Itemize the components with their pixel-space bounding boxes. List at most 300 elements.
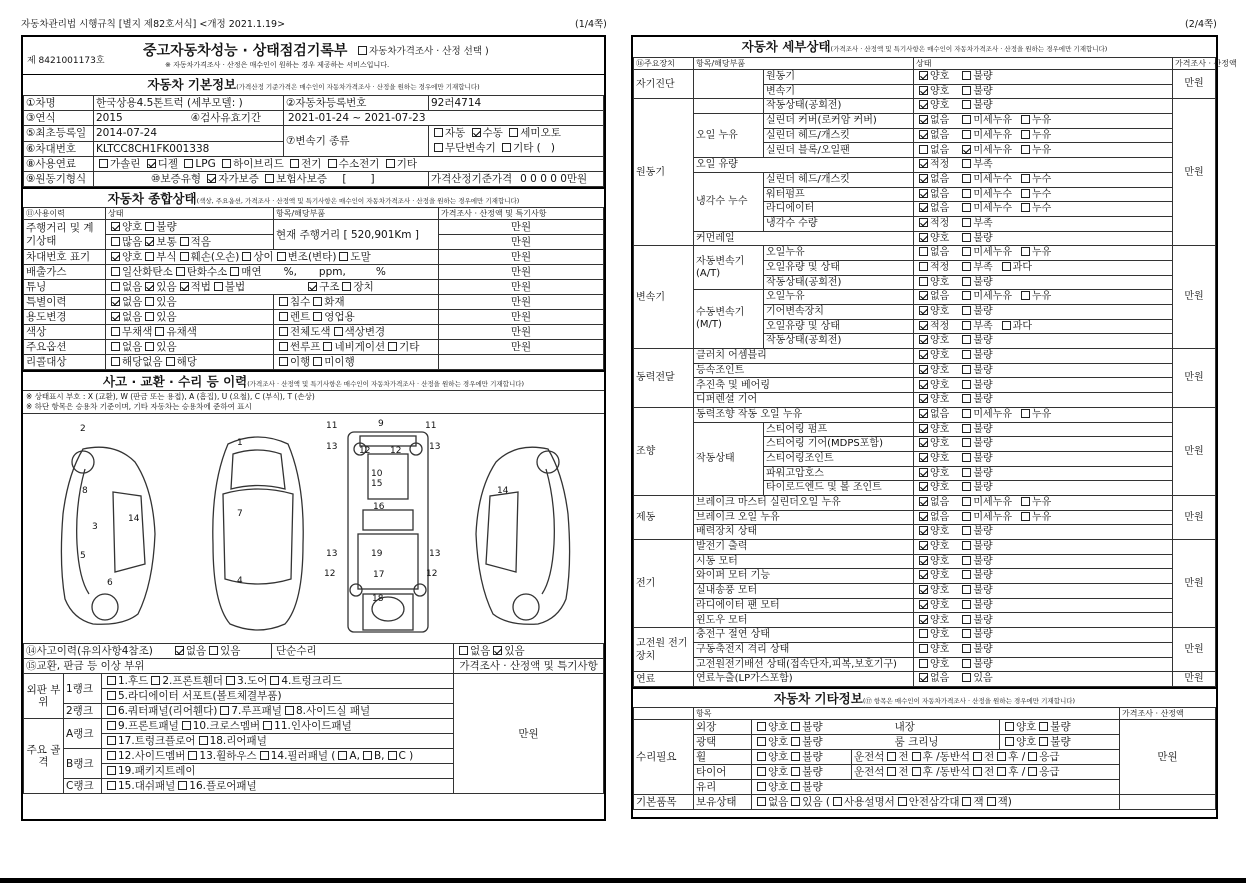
state-checkbox[interactable] bbox=[919, 512, 928, 521]
part-door-checkbox[interactable] bbox=[226, 676, 235, 685]
pillar-b-checkbox[interactable] bbox=[363, 751, 372, 760]
trans-manual-checkbox[interactable] bbox=[472, 128, 481, 137]
state-option: 양호 bbox=[930, 394, 950, 406]
part-rear-panel-checkbox[interactable] bbox=[199, 736, 208, 745]
state-checkbox[interactable] bbox=[962, 86, 971, 95]
warranty-self-checkbox[interactable] bbox=[207, 174, 216, 183]
triangle-checkbox[interactable] bbox=[898, 797, 907, 806]
state-checkbox[interactable] bbox=[962, 512, 971, 521]
state-checkbox[interactable] bbox=[962, 659, 971, 668]
special-none: 없음 bbox=[122, 296, 143, 308]
state-checkbox[interactable] bbox=[962, 233, 971, 242]
state-checkbox[interactable] bbox=[962, 291, 971, 300]
state-checkbox[interactable] bbox=[919, 615, 928, 624]
mileage-many-checkbox[interactable] bbox=[111, 237, 120, 246]
wheel-driver-rear-checkbox[interactable] bbox=[912, 752, 921, 761]
vin-rust-checkbox[interactable] bbox=[145, 252, 154, 261]
glass-bad-checkbox[interactable] bbox=[791, 782, 800, 791]
device-group: 원동기 bbox=[634, 99, 694, 246]
recall-yes-checkbox[interactable] bbox=[166, 357, 175, 366]
use-rent-checkbox[interactable] bbox=[279, 312, 288, 321]
state-checkbox[interactable] bbox=[919, 277, 928, 286]
accident-note: (가격조사 · 산정액 및 특기사항은 매수인이 자동차가격조사 · 산정을 원하는 경우에만 기재합니다) bbox=[247, 380, 525, 388]
part-roof: 7.루프패널 bbox=[231, 705, 282, 717]
mileage-good: 양호 bbox=[122, 221, 143, 233]
vin-altered: 변조(변타) bbox=[287, 251, 337, 263]
accident-symbols-note bbox=[23, 390, 604, 413]
state-checkbox[interactable] bbox=[919, 453, 928, 462]
state-checkbox[interactable] bbox=[919, 438, 928, 447]
other-won: 만원 bbox=[1120, 719, 1216, 794]
state-checkbox[interactable] bbox=[962, 174, 971, 183]
state-option: 누수 bbox=[1031, 203, 1052, 215]
emis-hc-checkbox[interactable] bbox=[176, 267, 185, 276]
item-label: 브레이크 마스터 실린더오일 누유 bbox=[694, 495, 914, 510]
repair-none-checkbox[interactable] bbox=[459, 646, 468, 655]
state-checkbox[interactable] bbox=[962, 526, 971, 535]
option-none-checkbox[interactable] bbox=[111, 342, 120, 351]
part-floor-checkbox[interactable] bbox=[178, 781, 187, 790]
tune-device-checkbox[interactable] bbox=[342, 282, 351, 291]
room-bad-checkbox[interactable] bbox=[1039, 737, 1048, 746]
state-checkbox[interactable] bbox=[919, 350, 928, 359]
special-yes-checkbox[interactable] bbox=[145, 297, 154, 306]
exterior-ok-checkbox[interactable] bbox=[757, 722, 766, 731]
tire-emergency-checkbox[interactable] bbox=[1028, 767, 1037, 776]
option-sunroof-checkbox[interactable] bbox=[279, 342, 288, 351]
part-radiator-support-checkbox[interactable] bbox=[107, 691, 116, 700]
device-group: 전기 bbox=[634, 540, 694, 628]
state-checkbox[interactable] bbox=[962, 218, 971, 227]
state-checkbox[interactable] bbox=[962, 100, 971, 109]
glass-ok-checkbox[interactable] bbox=[757, 782, 766, 791]
state-option: 적정 bbox=[930, 320, 950, 332]
state-checkbox[interactable] bbox=[919, 86, 928, 95]
state-checkbox[interactable] bbox=[919, 203, 928, 212]
emergency: 응급 bbox=[1039, 750, 1060, 763]
part-sidesill-checkbox[interactable] bbox=[285, 706, 294, 715]
basic-info-table bbox=[23, 95, 604, 187]
part-inside-panel-checkbox[interactable] bbox=[263, 721, 272, 730]
wheel-bad-checkbox[interactable] bbox=[791, 752, 800, 761]
state-checkbox[interactable] bbox=[962, 189, 971, 198]
state-checkbox[interactable] bbox=[919, 629, 928, 638]
table-row bbox=[634, 569, 1216, 584]
part-quarter-checkbox[interactable] bbox=[107, 706, 116, 715]
fuel-diesel-checkbox[interactable] bbox=[147, 159, 156, 168]
part-sidesill: 8.사이드실 패널 bbox=[295, 705, 371, 717]
state-checkbox[interactable] bbox=[962, 570, 971, 579]
tune-structure-checkbox[interactable] bbox=[308, 282, 317, 291]
state-checkbox[interactable] bbox=[919, 659, 928, 668]
state-checkbox[interactable] bbox=[919, 482, 928, 491]
mileage-good-checkbox[interactable] bbox=[111, 222, 120, 231]
item-label: 실내송풍 모터 bbox=[694, 584, 914, 599]
state-checkbox[interactable] bbox=[962, 629, 971, 638]
state-checkbox[interactable] bbox=[962, 262, 971, 271]
state-checkbox[interactable] bbox=[919, 306, 928, 315]
state-checkbox[interactable] bbox=[919, 115, 928, 124]
room-ok-checkbox[interactable] bbox=[1005, 737, 1014, 746]
label-wheel: 휠 bbox=[694, 749, 752, 764]
state-option: 불량 bbox=[973, 394, 993, 406]
detail-won: 만원 bbox=[1173, 672, 1216, 687]
detail-won: 만원 bbox=[1173, 628, 1216, 672]
mileage-normal-checkbox[interactable] bbox=[145, 237, 154, 246]
vin-diff-checkbox[interactable] bbox=[242, 252, 251, 261]
state-checkbox[interactable] bbox=[919, 644, 928, 653]
state-checkbox[interactable] bbox=[962, 350, 971, 359]
wheel-driver-front-checkbox[interactable] bbox=[887, 752, 896, 761]
state-checkbox[interactable] bbox=[962, 335, 971, 344]
state-checkbox[interactable] bbox=[962, 115, 971, 124]
price-check-checkbox[interactable] bbox=[358, 46, 367, 55]
option-other-checkbox[interactable] bbox=[388, 342, 397, 351]
label-emission: 배출가스 bbox=[24, 265, 106, 280]
detail-title: 자동차 세부상태 bbox=[741, 39, 831, 54]
state-checkbox[interactable] bbox=[1002, 262, 1011, 271]
state-checkbox[interactable] bbox=[919, 424, 928, 433]
state-checkbox[interactable] bbox=[919, 71, 928, 80]
item-label: 오일 유량 bbox=[694, 158, 914, 173]
recall-notdone-checkbox[interactable] bbox=[313, 357, 322, 366]
manual-checkbox[interactable] bbox=[833, 797, 842, 806]
trans-auto-checkbox[interactable] bbox=[434, 128, 443, 137]
pillar-c: C ) bbox=[398, 750, 414, 762]
emis-smoke: 매연 bbox=[241, 266, 262, 278]
tune-yes-checkbox[interactable] bbox=[145, 282, 154, 291]
fuel-gasoline: 가솔린 bbox=[110, 158, 141, 170]
part-crossmember-checkbox[interactable] bbox=[182, 721, 191, 730]
spanner-checkbox[interactable] bbox=[987, 797, 996, 806]
state-checkbox[interactable] bbox=[962, 145, 971, 154]
state-option: 불량 bbox=[973, 658, 993, 670]
part-wheelhouse-checkbox[interactable] bbox=[188, 751, 197, 760]
emis-unit-3: % bbox=[375, 266, 386, 278]
won: 만원 bbox=[439, 250, 604, 265]
pillar-a: A, bbox=[349, 750, 360, 762]
state-checkbox[interactable] bbox=[919, 218, 928, 227]
interior-bad-checkbox[interactable] bbox=[1039, 722, 1048, 731]
bad: 불량 bbox=[802, 750, 823, 763]
item-label: 기어변속장치 bbox=[764, 305, 914, 320]
state-checkbox[interactable] bbox=[919, 673, 928, 682]
fuel-lpg-checkbox[interactable] bbox=[184, 159, 193, 168]
part-3-left: 3 bbox=[92, 522, 98, 532]
item-label: 와이퍼 모터 기능 bbox=[694, 569, 914, 584]
state-option: 양호 bbox=[930, 350, 950, 362]
state-checkbox[interactable] bbox=[1021, 512, 1030, 521]
state-checkbox[interactable] bbox=[1002, 321, 1011, 330]
accident-yes-checkbox[interactable] bbox=[209, 646, 218, 655]
table-row bbox=[634, 510, 1216, 525]
state-checkbox[interactable] bbox=[962, 600, 971, 609]
accident-none-checkbox[interactable] bbox=[175, 646, 184, 655]
state-checkbox[interactable] bbox=[962, 615, 971, 624]
color-achromatic-checkbox[interactable] bbox=[111, 327, 120, 336]
color-chromatic-checkbox[interactable] bbox=[155, 327, 164, 336]
fuel-hybrid-checkbox[interactable] bbox=[222, 159, 231, 168]
state-checkbox[interactable] bbox=[962, 71, 971, 80]
part-side-member: 12.사이드멤버 bbox=[118, 750, 186, 762]
trans-semi-checkbox[interactable] bbox=[509, 128, 518, 137]
special-fire-checkbox[interactable] bbox=[313, 297, 322, 306]
state-checkbox[interactable] bbox=[962, 247, 971, 256]
state-checkbox[interactable] bbox=[919, 570, 928, 579]
state-checkbox[interactable] bbox=[919, 394, 928, 403]
state-checkbox[interactable] bbox=[962, 673, 971, 682]
state-checkbox[interactable] bbox=[919, 409, 928, 418]
state-option: 과다 bbox=[1012, 262, 1032, 274]
state-checkbox[interactable] bbox=[919, 335, 928, 344]
part-quarter: 6.쿼터패널(리어휀다) bbox=[118, 705, 218, 717]
part-package-tray-checkbox[interactable] bbox=[107, 766, 116, 775]
part-6-left: 6 bbox=[107, 578, 113, 588]
state-checkbox[interactable] bbox=[962, 409, 971, 418]
state-checkbox[interactable] bbox=[919, 365, 928, 374]
own-yes-checkbox[interactable] bbox=[791, 797, 800, 806]
fuel-electric-checkbox[interactable] bbox=[290, 159, 299, 168]
mileage-normal: 보통 bbox=[156, 236, 177, 248]
part-1: 1 bbox=[237, 438, 243, 448]
state-checkbox[interactable] bbox=[1021, 291, 1030, 300]
special-none-checkbox[interactable] bbox=[111, 297, 120, 306]
state-checkbox[interactable] bbox=[962, 424, 971, 433]
gloss-ok-checkbox[interactable] bbox=[757, 737, 766, 746]
special-flood-checkbox[interactable] bbox=[279, 297, 288, 306]
emergency: 응급 bbox=[1039, 765, 1060, 778]
state-checkbox[interactable] bbox=[962, 394, 971, 403]
item-label: 오일누유 bbox=[764, 246, 914, 261]
part-trunk-floor: 17.트렁크플로어 bbox=[118, 735, 196, 747]
state-checkbox[interactable] bbox=[919, 600, 928, 609]
option-yes-checkbox[interactable] bbox=[145, 342, 154, 351]
fuel-hydrogen-checkbox[interactable] bbox=[328, 159, 337, 168]
state-option: 불량 bbox=[973, 306, 993, 318]
tire-pass-front-checkbox[interactable] bbox=[973, 767, 982, 776]
state-checkbox[interactable] bbox=[962, 321, 971, 330]
state-checkbox[interactable] bbox=[919, 541, 928, 550]
part-15: 15 bbox=[371, 479, 383, 489]
state-checkbox[interactable] bbox=[962, 203, 971, 212]
state-checkbox[interactable] bbox=[919, 247, 928, 256]
state-checkbox[interactable] bbox=[962, 482, 971, 491]
use-business-checkbox[interactable] bbox=[313, 312, 322, 321]
vin-smeared-checkbox[interactable] bbox=[339, 252, 348, 261]
item-label: 냉각수 수량 bbox=[764, 216, 914, 231]
doc-title: 중고자동차성능 · 상태점검기록부 bbox=[143, 43, 348, 59]
state-checkbox[interactable] bbox=[1021, 247, 1030, 256]
state-checkbox[interactable] bbox=[919, 380, 928, 389]
tune-illegal-checkbox[interactable] bbox=[214, 282, 223, 291]
repair-yes-checkbox[interactable] bbox=[493, 646, 502, 655]
part-trunklid-checkbox[interactable] bbox=[270, 676, 279, 685]
state-checkbox[interactable] bbox=[962, 380, 971, 389]
state-checkbox[interactable] bbox=[919, 585, 928, 594]
bottom-bar bbox=[0, 878, 1246, 883]
state-checkbox[interactable] bbox=[962, 365, 971, 374]
state-checkbox[interactable] bbox=[1021, 115, 1030, 124]
state-checkbox[interactable] bbox=[919, 497, 928, 506]
tire-driver-front-checkbox[interactable] bbox=[887, 767, 896, 776]
device-group: 변속기 bbox=[634, 246, 694, 349]
label-reg-no: ②자동차등록번호 bbox=[284, 96, 429, 111]
exterior-bad-checkbox[interactable] bbox=[791, 722, 800, 731]
state-checkbox[interactable] bbox=[919, 189, 928, 198]
item-label: 시동 모터 bbox=[694, 554, 914, 569]
label-basic-items: 기본품목 bbox=[634, 794, 694, 809]
state-checkbox[interactable] bbox=[962, 468, 971, 477]
table-row bbox=[634, 378, 1216, 393]
state-checkbox[interactable] bbox=[1021, 189, 1030, 198]
interior-ok-checkbox[interactable] bbox=[1005, 722, 1014, 731]
part-pillar-checkbox[interactable] bbox=[260, 751, 269, 760]
fuel-other-checkbox[interactable] bbox=[386, 159, 395, 168]
part-front-panel-checkbox[interactable] bbox=[107, 721, 116, 730]
wheel-pass-front-checkbox[interactable] bbox=[973, 752, 982, 761]
part-trunk-floor-checkbox[interactable] bbox=[107, 736, 116, 745]
state-checkbox[interactable] bbox=[919, 321, 928, 330]
state-checkbox[interactable] bbox=[962, 438, 971, 447]
recall-done-checkbox[interactable] bbox=[279, 357, 288, 366]
state-option: 미세누수 bbox=[973, 173, 1012, 185]
tire-pass-rear-checkbox[interactable] bbox=[997, 767, 1006, 776]
wheel-pass-rear-checkbox[interactable] bbox=[997, 752, 1006, 761]
triangle: 안전삼각대 bbox=[908, 795, 960, 808]
part-floor: 16.플로어패널 bbox=[189, 780, 257, 792]
emis-co-checkbox[interactable] bbox=[111, 267, 120, 276]
state-option: 불량 bbox=[973, 71, 993, 83]
part-hood-checkbox[interactable] bbox=[107, 676, 116, 685]
part-roof-checkbox[interactable] bbox=[220, 706, 229, 715]
vin-damage-checkbox[interactable] bbox=[180, 252, 189, 261]
state-checkbox[interactable] bbox=[919, 291, 928, 300]
trans-cvt-checkbox[interactable] bbox=[434, 143, 443, 152]
state-checkbox[interactable] bbox=[919, 145, 928, 154]
state-option: 불량 bbox=[973, 526, 993, 538]
tire-driver-rear-checkbox[interactable] bbox=[912, 767, 921, 776]
recall-na-checkbox[interactable] bbox=[111, 357, 120, 366]
state-checkbox[interactable] bbox=[962, 130, 971, 139]
part-dash-checkbox[interactable] bbox=[107, 781, 116, 790]
emis-smoke-checkbox[interactable] bbox=[230, 267, 239, 276]
fuel-other: 기타 bbox=[396, 158, 418, 170]
part-18: 18 bbox=[372, 594, 384, 604]
warranty-insurer-checkbox[interactable] bbox=[265, 174, 274, 183]
tire-bad-checkbox[interactable] bbox=[791, 767, 800, 776]
tune-none-checkbox[interactable] bbox=[111, 282, 120, 291]
state-checkbox[interactable] bbox=[919, 130, 928, 139]
state-option: 과다 bbox=[1012, 320, 1032, 332]
state-checkbox[interactable] bbox=[919, 262, 928, 271]
vin-altered-checkbox[interactable] bbox=[277, 252, 286, 261]
state-checkbox[interactable] bbox=[962, 277, 971, 286]
state-checkbox[interactable] bbox=[962, 306, 971, 315]
state-checkbox[interactable] bbox=[1021, 409, 1030, 418]
pillar-c-checkbox[interactable] bbox=[388, 751, 397, 760]
color-change-checkbox[interactable] bbox=[334, 327, 343, 336]
own-none-checkbox[interactable] bbox=[757, 797, 766, 806]
trans-other-checkbox[interactable] bbox=[502, 143, 511, 152]
wheel-emergency-checkbox[interactable] bbox=[1028, 752, 1037, 761]
state-checkbox[interactable] bbox=[1021, 145, 1030, 154]
item-label: 클러치 어셈블리 bbox=[694, 349, 914, 364]
pillar-a-checkbox[interactable] bbox=[338, 751, 347, 760]
state-checkbox[interactable] bbox=[962, 453, 971, 462]
state-option: 불량 bbox=[973, 438, 993, 450]
item-label: 연료누출(LP가스포함) bbox=[694, 672, 914, 687]
state-checkbox[interactable] bbox=[1021, 130, 1030, 139]
gloss-bad-checkbox[interactable] bbox=[791, 737, 800, 746]
state-option: 누유 bbox=[1031, 291, 1052, 303]
label-vin-mark: 차대번호 표기 bbox=[24, 250, 106, 265]
state-checkbox[interactable] bbox=[919, 159, 928, 168]
state-option: 미세누유 bbox=[973, 291, 1012, 303]
state-checkbox[interactable] bbox=[962, 541, 971, 550]
mileage-few-checkbox[interactable] bbox=[180, 237, 189, 246]
won: 만원 bbox=[439, 325, 604, 340]
fuel-gasoline-checkbox[interactable] bbox=[99, 159, 108, 168]
mileage-bad-checkbox[interactable] bbox=[145, 222, 154, 231]
state-checkbox[interactable] bbox=[962, 497, 971, 506]
state-option: 불량 bbox=[973, 482, 993, 494]
part-4: 4 bbox=[237, 576, 243, 586]
sub-group bbox=[694, 99, 764, 114]
use-yes-checkbox[interactable] bbox=[145, 312, 154, 321]
part-side-member-checkbox[interactable] bbox=[107, 751, 116, 760]
part-radiator-support: 5.라디에이터 서포트(볼트체결부품) bbox=[118, 690, 282, 702]
option-navi-checkbox[interactable] bbox=[323, 342, 332, 351]
detail-section bbox=[633, 37, 1216, 57]
state-option: 양호 bbox=[930, 438, 950, 450]
detail-won: 만원 bbox=[1173, 540, 1216, 628]
state-checkbox[interactable] bbox=[919, 556, 928, 565]
use-none-checkbox[interactable] bbox=[111, 312, 120, 321]
vin-good-checkbox[interactable] bbox=[111, 252, 120, 261]
tire-ok-checkbox[interactable] bbox=[757, 767, 766, 776]
state-checkbox[interactable] bbox=[919, 468, 928, 477]
state-checkbox[interactable] bbox=[962, 585, 971, 594]
part-fender-checkbox[interactable] bbox=[151, 676, 160, 685]
state-checkbox[interactable] bbox=[919, 526, 928, 535]
state-checkbox[interactable] bbox=[1021, 497, 1030, 506]
state-option: 불량 bbox=[973, 452, 993, 464]
state-checkbox[interactable] bbox=[1021, 174, 1030, 183]
label-passenger: 동반석 bbox=[939, 765, 971, 778]
state-option: 양호 bbox=[930, 585, 950, 597]
state-checkbox[interactable] bbox=[962, 556, 971, 565]
detail-head-price: 가격조사 · 산정액 bbox=[1173, 58, 1216, 70]
state-checkbox[interactable] bbox=[1021, 203, 1030, 212]
tune-legal-checkbox[interactable] bbox=[180, 282, 189, 291]
state-option: 양호 bbox=[930, 643, 950, 655]
jack-checkbox[interactable] bbox=[962, 797, 971, 806]
ok: 양호 bbox=[1016, 735, 1037, 748]
state-option: 없음 bbox=[930, 203, 950, 215]
state-option: 미세누유 bbox=[973, 115, 1012, 127]
state-checkbox[interactable] bbox=[919, 233, 928, 242]
state-option: 불량 bbox=[973, 350, 993, 362]
state-checkbox[interactable] bbox=[962, 644, 971, 653]
tune-illegal: 불법 bbox=[224, 281, 246, 293]
color-full-paint-checkbox[interactable] bbox=[279, 327, 288, 336]
state-checkbox[interactable] bbox=[962, 159, 971, 168]
other-title: 자동차 기타정보 bbox=[773, 690, 863, 706]
other-head-price: 가격조사 · 산정액 bbox=[1120, 707, 1216, 719]
wheel-ok-checkbox[interactable] bbox=[757, 752, 766, 761]
state-checkbox[interactable] bbox=[919, 174, 928, 183]
state-checkbox[interactable] bbox=[919, 100, 928, 109]
